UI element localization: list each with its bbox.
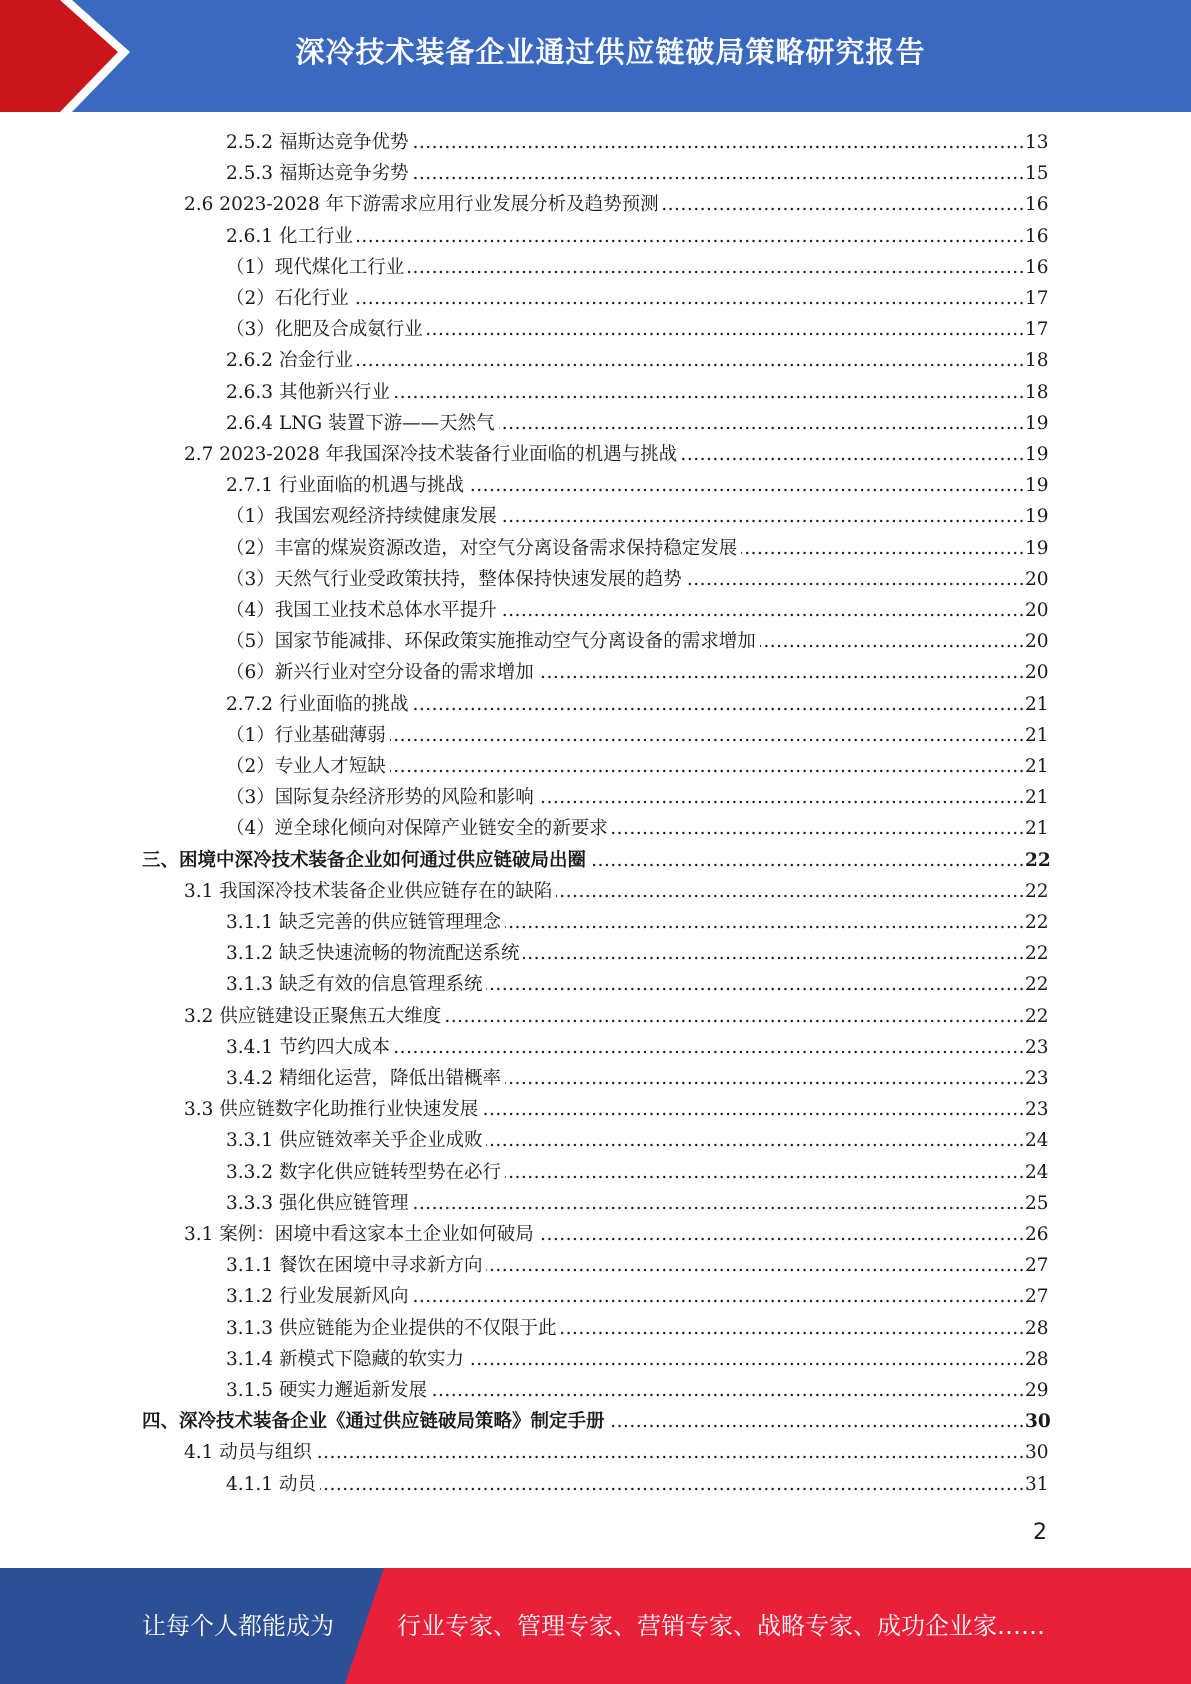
- toc-entry-title: 2.7 2023-2028 年我国深冷技术装备行业面临的机遇与挑战: [184, 439, 681, 470]
- toc-entry-title: （3）化肥及合成氨行业: [226, 314, 427, 345]
- toc-entry[interactable]: [0, 1375, 1191, 1406]
- toc-entry-page: 18: [1025, 377, 1049, 408]
- toc-entry-page: 20: [1025, 564, 1049, 595]
- toc-entry-title: 2.7.1 行业面临的机遇与挑战: [226, 470, 468, 501]
- toc-entry-page: 30: [1025, 1437, 1049, 1468]
- toc-entry[interactable]: [0, 751, 1191, 782]
- toc-entry[interactable]: [0, 533, 1191, 564]
- toc-entry-title: （2）专业人才短缺: [226, 751, 390, 782]
- toc-entry-title: （1）现代煤化工行业: [226, 252, 408, 283]
- toc-entry-title: 三、困境中深冷技术装备企业如何通过供应链破局出圈: [142, 845, 590, 876]
- toc-entry-page: 28: [1025, 1344, 1049, 1375]
- toc-entry-page: 27: [1025, 1281, 1049, 1312]
- report-header: [0, 0, 1191, 112]
- toc-entry-page: 21: [1025, 782, 1049, 813]
- toc-entry[interactable]: [0, 813, 1191, 844]
- toc-entry[interactable]: [0, 252, 1191, 283]
- toc-entry[interactable]: [0, 1063, 1191, 1094]
- toc-entry[interactable]: [0, 345, 1191, 376]
- toc-entry-title: 2.6.1 化工行业: [226, 221, 357, 252]
- toc-entry-page: 23: [1025, 1094, 1049, 1125]
- toc-entry[interactable]: [0, 876, 1191, 907]
- toc-entry[interactable]: [0, 377, 1191, 408]
- toc-entry-page: 22: [1025, 969, 1049, 1000]
- toc-entry-page: 20: [1025, 595, 1049, 626]
- toc-entry[interactable]: [0, 564, 1191, 595]
- toc-entry-page: 25: [1025, 1188, 1049, 1219]
- toc-entry-title: 2.6.2 冶金行业: [226, 345, 357, 376]
- toc-entry[interactable]: [0, 1094, 1191, 1125]
- toc-entry-title: 3.3 供应链数字化助推行业快速发展: [184, 1094, 482, 1125]
- toc-entry-title: 4.1.1 动员: [226, 1469, 320, 1500]
- toc-entry[interactable]: [0, 657, 1191, 688]
- toc-entry-title: 2.5.2 福斯达竞争优势: [226, 127, 412, 158]
- toc-entry-title: 3.3.2 数字化供应链转型势在必行: [226, 1157, 505, 1188]
- toc-entry-title: 3.1.1 缺乏完善的供应链管理理念: [226, 907, 505, 938]
- toc-entry-page: 19: [1025, 470, 1049, 501]
- toc-entry[interactable]: [0, 314, 1191, 345]
- toc-entry-title: 3.3.3 强化供应链管理: [226, 1188, 412, 1219]
- footer-expert-list: 行业专家、管理专家、营销专家、战略专家、成功企业家……: [397, 1612, 1045, 1640]
- toc-entry-title: 3.1.1 餐饮在困境中寻求新方向: [226, 1250, 486, 1281]
- toc-entry-title: 3.1 案例：困境中看这家本土企业如何破局: [184, 1219, 538, 1250]
- toc-entry[interactable]: [0, 1250, 1191, 1281]
- toc-entry-title: 3.4.1 节约四大成本: [226, 1032, 394, 1063]
- toc-entry-title: 3.1.4 新模式下隐藏的软实力: [226, 1344, 468, 1375]
- toc-entry-title: （5）国家节能减排、环保政策实施推动空气分离设备的需求增加: [226, 626, 760, 657]
- toc-entry-page: 19: [1025, 533, 1049, 564]
- toc-entry[interactable]: [0, 720, 1191, 751]
- toc-entry-page: 23: [1025, 1063, 1049, 1094]
- toc-entry[interactable]: [0, 283, 1191, 314]
- toc-entry-page: 29: [1025, 1375, 1049, 1406]
- toc-entry[interactable]: [0, 408, 1191, 439]
- toc-entry-title: 3.1 我国深冷技术装备企业供应链存在的缺陷: [184, 876, 556, 907]
- toc-entry-page: 22: [1025, 845, 1051, 876]
- toc-entry-title: 2.6.4 LNG 装置下游——天然气: [226, 408, 499, 439]
- toc-entry-page: 20: [1025, 657, 1049, 688]
- toc-entry-title: 2.6.3 其他新兴行业: [226, 377, 394, 408]
- toc-entry-page: 20: [1025, 626, 1049, 657]
- toc-entry[interactable]: [0, 470, 1191, 501]
- toc-entry[interactable]: [0, 1001, 1191, 1032]
- toc-entry-page: 22: [1025, 938, 1049, 969]
- toc-entry[interactable]: [0, 689, 1191, 720]
- toc-entry[interactable]: [0, 1437, 1191, 1468]
- toc-entry[interactable]: [0, 1032, 1191, 1063]
- toc-entry-page: 18: [1025, 345, 1049, 376]
- toc-entry-title: 3.3.1 供应链效率关乎企业成败: [226, 1125, 486, 1156]
- toc-entry-page: 19: [1025, 408, 1049, 439]
- toc-entry-page: 24: [1025, 1125, 1049, 1156]
- toc-entry[interactable]: [0, 1281, 1191, 1312]
- toc-entry[interactable]: [0, 1344, 1191, 1375]
- toc-entry-page: 19: [1025, 501, 1049, 532]
- toc-entry[interactable]: [0, 595, 1191, 626]
- toc-entry[interactable]: [0, 1125, 1191, 1156]
- toc-entry-title: 3.1.2 行业发展新风向: [226, 1281, 412, 1312]
- toc-entry-page: 30: [1025, 1406, 1051, 1437]
- toc-entry[interactable]: [0, 1188, 1191, 1219]
- toc-entry-page: 17: [1025, 283, 1049, 314]
- toc-entry-title: 2.7.2 行业面临的挑战: [226, 689, 412, 720]
- toc-entry[interactable]: [0, 1313, 1191, 1344]
- toc-entry-page: 19: [1025, 439, 1049, 470]
- footer-slogan: 让每个人都能成为: [142, 1612, 334, 1640]
- toc-entry[interactable]: [0, 1157, 1191, 1188]
- toc-entry[interactable]: [0, 221, 1191, 252]
- toc-entry-page: 16: [1025, 252, 1049, 283]
- toc-entry[interactable]: [0, 969, 1191, 1000]
- toc-entry-page: 17: [1025, 314, 1049, 345]
- toc-entry-page: 31: [1025, 1469, 1049, 1500]
- toc-entry[interactable]: [0, 1219, 1191, 1250]
- toc-entry-page: 24: [1025, 1157, 1049, 1188]
- toc-entry-page: 13: [1025, 127, 1049, 158]
- toc-entry-title: 3.4.2 精细化运营，降低出错概率: [226, 1063, 505, 1094]
- toc-entry[interactable]: [0, 158, 1191, 189]
- toc-entry[interactable]: [0, 189, 1191, 220]
- toc-entry-title: （4）逆全球化倾向对保障产业链安全的新要求: [226, 813, 612, 844]
- toc-entry-title: （3）国际复杂经济形势的风险和影响: [226, 782, 538, 813]
- toc-entry-page: 26: [1025, 1219, 1049, 1250]
- toc-entry[interactable]: [0, 907, 1191, 938]
- report-title: 深冷技术装备企业通过供应链破局策略研究报告: [295, 35, 926, 69]
- toc-entry-page: 22: [1025, 876, 1049, 907]
- footer-banner: [0, 1568, 1191, 1684]
- toc-entry-title: 3.1.3 缺乏有效的信息管理系统: [226, 969, 486, 1000]
- toc-entry[interactable]: [0, 626, 1191, 657]
- page-number: 2: [1033, 1520, 1047, 1545]
- toc-entry-page: 21: [1025, 720, 1049, 751]
- toc-entry[interactable]: [0, 1469, 1191, 1500]
- toc-entry-title: 3.1.2 缺乏快速流畅的物流配送系统: [226, 938, 523, 969]
- toc-entry-title: 4.1 动员与组织: [184, 1437, 316, 1468]
- toc-entry-page: 21: [1025, 813, 1049, 844]
- toc-entry-title: （4）我国工业技术总体水平提升: [226, 595, 501, 626]
- toc-entry[interactable]: [0, 782, 1191, 813]
- toc-entry-title: 2.5.3 福斯达竞争劣势: [226, 158, 412, 189]
- toc-entry[interactable]: [0, 1406, 1191, 1437]
- toc-entry[interactable]: [0, 938, 1191, 969]
- toc-entry-title: （3）天然气行业受政策扶持，整体保持快速发展的趋势: [226, 564, 686, 595]
- toc-entry-title: 四、深冷技术装备企业《通过供应链破局策略》制定手册: [142, 1406, 609, 1437]
- toc-entry[interactable]: [0, 439, 1191, 470]
- toc-entry-title: （1）行业基础薄弱: [226, 720, 390, 751]
- toc-entry-page: 28: [1025, 1313, 1049, 1344]
- toc-entry-page: 16: [1025, 221, 1049, 252]
- toc-entry-page: 23: [1025, 1032, 1049, 1063]
- toc-entry-page: 21: [1025, 751, 1049, 782]
- toc-entry-title: （1）我国宏观经济持续健康发展: [226, 501, 501, 532]
- toc-entry-page: 27: [1025, 1250, 1049, 1281]
- toc-leader-dots: [226, 1469, 1025, 1500]
- toc-entry-page: 21: [1025, 689, 1049, 720]
- toc-entry-page: 16: [1025, 189, 1049, 220]
- toc-entry-title: （2）丰富的煤炭资源改造，对空气分离设备需求保持稳定发展: [226, 533, 741, 564]
- toc-entry-page: 22: [1025, 1001, 1049, 1032]
- toc-entry[interactable]: [0, 501, 1191, 532]
- toc-entry-title: 2.6 2023-2028 年下游需求应用行业发展分析及趋势预测: [184, 189, 663, 220]
- toc-entry-title: 3.1.3 供应链能为企业提供的不仅限于此: [226, 1313, 560, 1344]
- toc-entry[interactable]: [0, 127, 1191, 158]
- toc-entry[interactable]: [0, 845, 1191, 876]
- toc-entry-page: 15: [1025, 158, 1049, 189]
- toc-entry-title: 3.2 供应链建设正聚焦五大维度: [184, 1001, 445, 1032]
- toc-entry-title: （2）石化行业: [226, 283, 353, 314]
- toc-entry-page: 22: [1025, 907, 1049, 938]
- toc-entry-title: （6）新兴行业对空分设备的需求增加: [226, 657, 538, 688]
- toc-entry-title: 3.1.5 硬实力邂逅新发展: [226, 1375, 431, 1406]
